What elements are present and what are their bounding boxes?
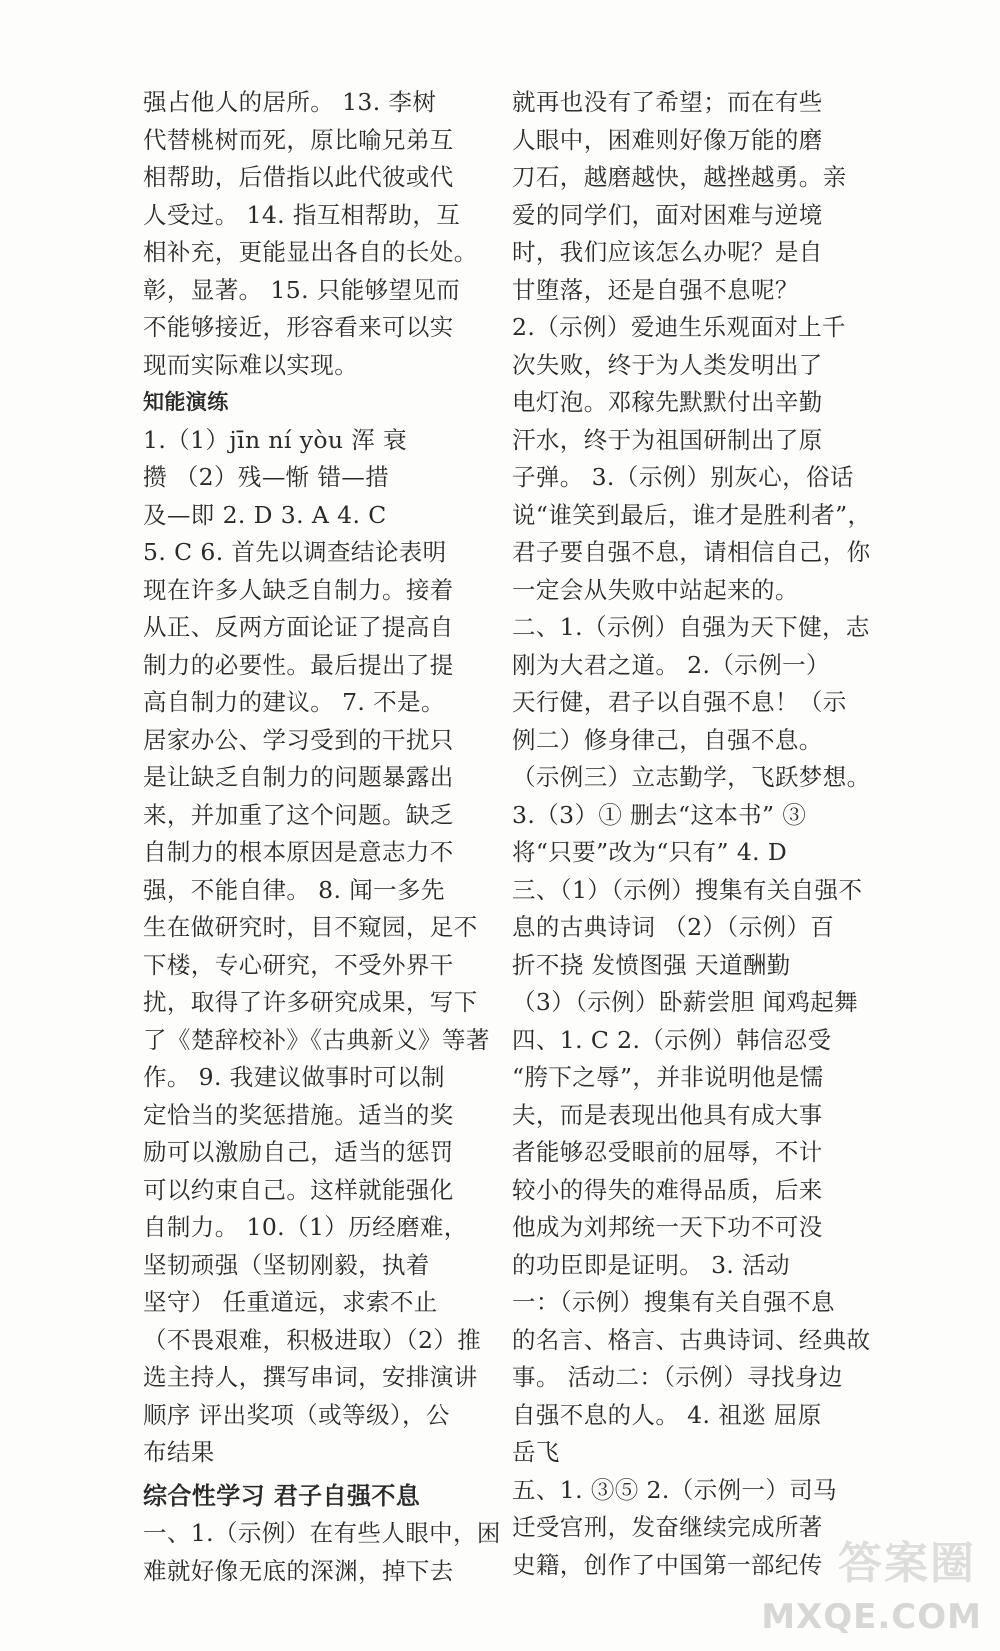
text-line: 汗水，终于为祖国研制出了原 [512, 425, 823, 454]
text-line: 了《楚辞校补》《古典新义》等著 [143, 1025, 490, 1054]
text-line: 五、1. ③⑤ 2.（示例一）司马 [512, 1475, 838, 1504]
text-line: 例二）修身律己，自强不息。 [512, 725, 823, 754]
text-line: 夫，而是表现出他具有成大事 [512, 1100, 823, 1129]
text-line: 是让缺乏自制力的问题暴露出 [143, 763, 454, 791]
text-line: 史籍，创作了中国第一部纪传 [512, 1550, 823, 1579]
text-line: 的名言、格言、古典诗词、经典故 [512, 1325, 871, 1354]
text-line: 折不挠 发愤图强 天道酬勤 [512, 950, 791, 979]
text-line: 布结果 [143, 1438, 215, 1466]
text-line: 坚守） 任重道远，求索不止 [143, 1288, 438, 1316]
text-line: 刚为大君之道。 2.（示例一） [512, 650, 830, 679]
text-line: 人眼中，困难则好像万能的磨 [512, 125, 823, 154]
text-line: 及—即 2. D 3. A 4. C [143, 500, 387, 529]
text-line: 扰，取得了许多研究成果，写下 [143, 988, 478, 1016]
text-line: 攒 （2）残—惭 错—措 [143, 463, 390, 491]
text-line: 相补充，更能显出各自的长处。 [143, 238, 478, 266]
text-line: 子弹。 3.（示例）别灰心，俗话 [512, 463, 854, 491]
section-heading: 综合性学习 君子自强不息 [143, 1481, 421, 1510]
text-line: 选主持人，撰写串词，安排演讲 [143, 1363, 478, 1391]
text-line: 不能够接近，形容看来可以实 [143, 313, 454, 341]
text-line: 一、1.（示例）在有些人眼中，困 [143, 1519, 501, 1547]
watermark-url: MXQE.COM [761, 1597, 982, 1637]
text-line: 甘堕落，还是自强不息呢？ [512, 275, 799, 304]
text-line: 迁受宫刑，发奋继续完成所著 [512, 1513, 823, 1541]
text-line: 一：（示例）搜集有关自强不息 [512, 1288, 835, 1316]
text-line: 君子要自强不息，请相信自己，你 [512, 538, 871, 566]
left-column [143, 84, 501, 1590]
watermark-logo: 答案圈 [838, 1538, 976, 1589]
text-line: 事。 活动二：（示例）寻找身边 [512, 1363, 843, 1391]
text-line: 一定会从失败中站起来的。 [512, 575, 799, 604]
text-line: 较小的得失的难得品质，后来 [512, 1175, 823, 1204]
text-line: 下楼，专心研究，不受外界干 [143, 950, 454, 979]
text-line: 将“只要”改为“只有” 4. D [512, 838, 788, 866]
text-line: 制力的必要性。最后提出了提 [143, 650, 454, 679]
text-line: 他成为刘邦统一天下功不可没 [512, 1213, 823, 1241]
text-line: 人受过。 14. 指互相帮助，互 [143, 200, 461, 229]
text-line: 来，并加重了这个问题。缺乏 [143, 800, 454, 829]
text-line: 相帮助，后借指以此代彼或代 [143, 163, 454, 191]
text-line: 3.（3）① 删去“这本书” ③ [512, 800, 807, 829]
text-line: 自制力。 10.（1）历经磨难， [143, 1213, 468, 1241]
text-line: 作。 9. 我建议做事时可以制 [143, 1063, 445, 1091]
text-line: 定恰当的奖惩措施。适当的奖 [143, 1100, 454, 1129]
text-line: 息的古典诗词 （2）（示例）百 [512, 913, 835, 941]
text-line: 时，我们应该怎么办呢？是自 [512, 238, 823, 266]
text-line: 四、1. C 2.（示例）韩信忍受 [512, 1025, 832, 1054]
text-line: 岳飞 [512, 1438, 560, 1466]
text-line: 强，不能自律。 8. 闻一多先 [143, 875, 445, 904]
text-line: 爱的同学们，面对困难与逆境 [512, 200, 823, 229]
text-line: （示例三）立志勤学，飞跃梦想。 [512, 763, 871, 791]
text-line: （不畏艰难，积极进取）（2）推 [143, 1325, 482, 1354]
text-line: 1.（1）jīn ní yòu 浑 衰 [143, 425, 407, 454]
text-line: 自强不息的人。 4. 祖逖 屈原 [512, 1400, 822, 1429]
text-line: 二、1.（示例）自强为天下健，志 [512, 613, 870, 641]
text-line: 次失败，终于为人类发明出了 [512, 350, 823, 379]
text-line: 难就好像无底的深渊，掉下去 [143, 1556, 454, 1585]
right-column [512, 84, 872, 1584]
text-line: 顺序 评出奖项（或等级），公 [143, 1400, 450, 1429]
text-line: 三、（1）（示例）搜集有关自强不 [512, 875, 863, 904]
text-line: 就再也没有了希望；而在有些 [512, 88, 823, 116]
text-line: 刀石，越磨越快，越挫越勇。亲 [512, 163, 847, 191]
text-line: 2.（示例）爱迪生乐观面对上千 [512, 313, 846, 341]
text-line: 者能够忍受眼前的屈辱，不计 [512, 1138, 823, 1166]
text-line: 的功臣即是证明。 3. 活动 [512, 1250, 790, 1279]
text-line: “胯下之辱”，并非说明他是懦 [512, 1063, 824, 1091]
text-line: 生在做研究时，目不窥园，足不 [143, 913, 478, 941]
text-line: 高自制力的建议。 7. 不是。 [143, 688, 445, 716]
text-line: 电灯泡。邓稼先默默付出辛勤 [512, 388, 823, 416]
section-heading: 知能演练 [143, 390, 229, 414]
text-line: 从正、反两方面论证了提高自 [143, 613, 454, 641]
text-line: 居家办公、学习受到的干扰只 [143, 725, 454, 754]
text-line: （3）（示例）卧薪尝胆 闻鸡起舞 [512, 988, 859, 1016]
text-line: 彰，显著。 15. 只能够望见而 [143, 275, 461, 304]
text-line: 可以约束自己。这样就能强化 [143, 1175, 454, 1204]
text-line: 5. C 6. 首先以调查结论表明 [143, 538, 447, 566]
text-line: 说“谁笑到最后，谁才是胜利者”， [512, 500, 872, 529]
text-line: 现而实际难以实现。 [143, 350, 359, 379]
text-line: 代替桃树而死，原比喻兄弟互 [143, 125, 454, 154]
text-line: 强占他人的居所。 13. 李树 [143, 88, 437, 116]
text-line: 现在许多人缺乏自制力。接着 [143, 575, 454, 604]
text-line: 天行健，君子以自强不息！（示 [512, 688, 847, 716]
text-line: 坚韧顽强（坚韧刚毅，执着 [143, 1250, 430, 1279]
watermark [761, 1527, 982, 1637]
text-line: 自制力的根本原因是意志力不 [143, 838, 454, 866]
text-line: 励可以激励自己，适当的惩罚 [143, 1138, 454, 1166]
